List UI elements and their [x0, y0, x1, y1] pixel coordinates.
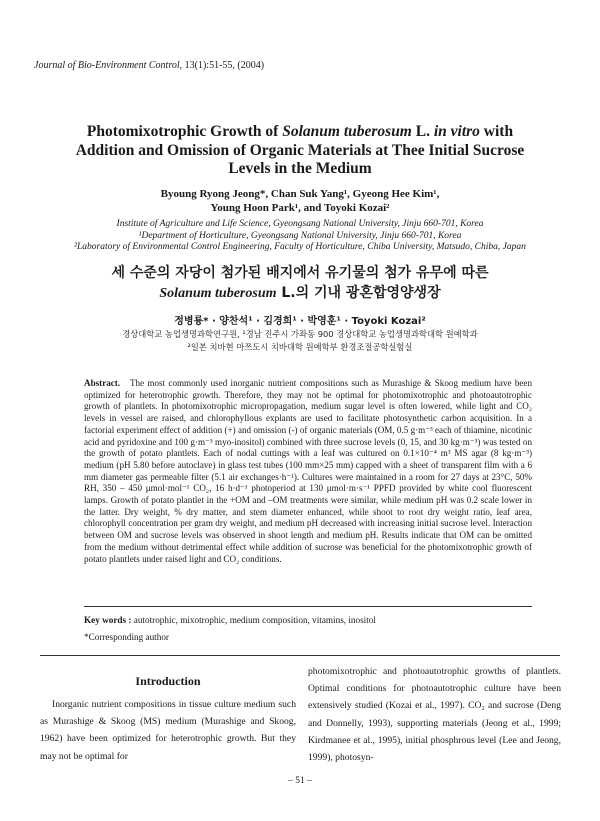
journal-name: Journal of Bio-Environment Control, [34, 60, 183, 71]
author-line-2: Young Hoon Park¹, and Toyoki Kozai² [210, 202, 390, 214]
journal-ref: 13(1):51-55, (2004) [182, 60, 265, 71]
abstract-text: The most commonly used inorganic nutrient compositions such as Murashige & Skoog medium have been optimized for heterotrophic growth. Therefore, they may not be optimal for photomixotrophic and photoautotrophic growth of plantlets. In photomixotrophic micropropagation, medium sugar level is often lowered, while light and CO₂ levels in vessel are raised, and chlorophyllous explants are used to facilitate photosynthetic carbon acquisition. In a factorial experiment effect of addition (+) and omission (-) of organic materials (OM, 0.5 g·m⁻³ each of thiamine, nicotinic acid and pyridoxine and 100 g·m⁻³ myo-inositol) combined with three sucrose levels (0, 15, and 30 kg·m⁻³) was tested on the growth of potato plantlets. Each of nodal cuttings with a leaf was cultured on 0.1×10⁻⁴ m³ MS agar (8 kg·m⁻³) medium (pH 5.80 before autoclave) in glass test tubes (100 mm×25 mm) capped with a sheet of transparent film with a 6 mm diameter gas permeable filter (5.1 air exchanges·h⁻¹). Cultures were maintained in a room for 27 days at 23°C, 50% RH, 350 – 450 μmol·mol⁻¹ CO₂, 16 h·d⁻¹ photoperiod at 130 μmol·m·s⁻¹ PPFD provided by white cool fluorescent lamps. Growth of potato plantlet in the +OM and –OM treatments were similar, while medium pH was 0.2 scale lower in the latter. Dry weight, % dry matter, and stem diameter enhanced, while shoot to root dry weight ratio, leaf area, chlorophyll concentration per gram dry weight, and medium pH decreased with increasing initial sucrose level. Interaction between OM and sucrose levels was observed in shoot length and medium pH. Results indicate that OM can be omitted from the medium without detrimental effect while addition of sucrose was beneficial for the photomixotrophic growth of potato plantlets under raised light and CO₂ conditions. [84, 378, 532, 564]
section-divider [40, 655, 560, 656]
author-line-1: Byoung Ryong Jeong*, Chan Suk Yang¹, Gyeong Hee Kim¹, [160, 188, 440, 200]
abstract-label: Abstract. [84, 378, 121, 388]
keywords-text: autotrophic, mixotrophic, medium composition, vitamins, inositol [131, 615, 376, 625]
title-part1: Photomixotrophic Growth of [86, 123, 283, 140]
keywords [84, 615, 376, 625]
introduction-right-column: photomixotrophic and photoautotrophic growths of plantlets. Optimal conditions for photoautotrophic culture have been extensively studied (Kozai et al., 1997). CO₂ and sucrose (Deng and Donnelly, 1993), supporting materials (Jeong et al., 1999; Kirdmanee et al., 1995), initial phosphrous level (Lee and Jeong, 1999), photosyn- [308, 666, 561, 764]
korean-title-line-2 [40, 283, 560, 304]
korean-affiliation-1: 경상대학교 농업생명과학연구원, ¹경남 진주시 가좌동 900 경상대학교 농업생명과학대학 원예학과 [122, 329, 478, 339]
affiliation-3: ²Laboratory of Environmental Control Engineering, Faculty of Horticulture, Chiba University, Matsudo, Chiba, Japan [74, 242, 526, 252]
korean-title [40, 263, 560, 304]
korean-title-line-1: 세 수준의 자당이 첨가된 배지에서 유기물의 첨가 유무에 따른 [111, 265, 489, 281]
korean-title-rest: L.의 기내 광혼합영양생장 [276, 285, 441, 301]
introduction-heading: Introduction [135, 674, 201, 688]
page-number: – 51 – [288, 776, 312, 786]
corresponding-author-note: *Corresponding author [84, 632, 169, 642]
title-part3: with Addition and Omission of Organic Materials at Thee Initial Sucrose Levels in the Medium [75, 123, 525, 177]
korean-affiliation-list [40, 328, 560, 353]
title-invitro: in vitro [433, 123, 480, 140]
affiliation-2: ¹Department of Horticulture, Gyeongsang National University, Jinju 660-701, Korea [138, 230, 462, 241]
affiliation-1: Institute of Agriculture and Life Science, Gyeongsang National University, Jinju 660-701, Korea [116, 219, 484, 229]
abstract [84, 378, 532, 565]
affiliation-list [10, 219, 590, 254]
keywords-label: Key words : [84, 615, 132, 625]
korean-title-species: Solanum tuberosum [159, 286, 277, 301]
title-part2: L. [411, 123, 434, 140]
korean-affiliation-2: ²일본 치바현 마쯔도시 치바대학 원예학부 환경조절공학실험실 [187, 341, 413, 352]
author-list [60, 187, 540, 215]
introduction-left-column: Inorganic nutrient compositions in tissue culture medium such as Murashige & Skoog (MS) medium (Murashige and Skoog, 1962) have been optimized for heterotrophic growth. But they may not be optimal for [40, 699, 296, 762]
title-species: Solanum tuberosum [282, 123, 412, 140]
abstract-divider [84, 606, 532, 607]
paper-title [60, 123, 540, 179]
journal-citation [34, 60, 264, 71]
korean-author-list: 정병룡* · 양찬석¹ · 김경희¹ · 박영훈¹ · Toyoki Kozai² [174, 316, 426, 327]
